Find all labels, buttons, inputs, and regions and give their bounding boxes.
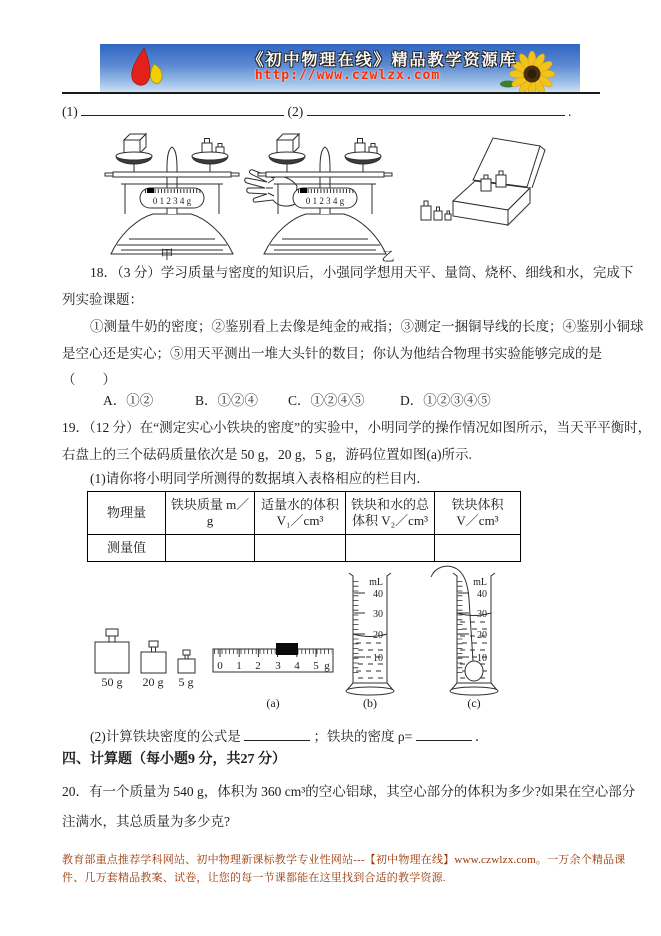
small-weights [421, 201, 451, 220]
q18-line3: ①测量牛奶的密度；②鉴别看上去像是纯金的戒指；③测定一捆铜导线的长度；④鉴别小铜球 [90, 319, 644, 334]
figure-label-jia: 甲 [160, 247, 174, 262]
section4-heading: 四、计算题（每小题9 分，共27 分） [62, 752, 286, 767]
q19-part1: (1)请你将小明同学所测得的数据填入表格相应的栏目内． [90, 471, 430, 486]
ruler-tick-0: 0 [217, 660, 223, 672]
beam-scale-label-yi: 0 1 2 3 4 g [305, 196, 345, 206]
q19-part2 [90, 725, 488, 747]
cyl-c-tick-10: 10 [477, 653, 487, 664]
ruler-tick-1: 1 [236, 660, 242, 672]
header-block-volume-l1: 铁块体积 [451, 497, 504, 512]
q20-line2: 注满水，其总质量为多少克? [62, 814, 230, 829]
value-block-volume[interactable] [435, 535, 521, 562]
ruler-tick-2: 2 [255, 660, 261, 672]
site-banner [100, 44, 580, 92]
ruler-unit: g [324, 660, 330, 672]
weight-box [453, 138, 545, 225]
table-header-row [88, 492, 521, 535]
value-total-volume[interactable] [346, 535, 435, 562]
footer-line1: 教育部重点推荐学科网站、初中物理新课标教学专业性网站---【初中物理在线】www.czwlzx.com。一万余个精品课 [62, 854, 626, 866]
header-block-volume [435, 492, 521, 535]
header-total-volume [346, 492, 435, 535]
balance-yi [258, 134, 392, 254]
banner-url: http://www.czwlzx.com [254, 68, 441, 83]
option-d[interactable] [400, 391, 491, 411]
ruler-tick-3: 3 [275, 660, 281, 672]
header-total-volume-l1: 铁块和水的总 [350, 497, 429, 512]
header-mass [166, 492, 255, 535]
blank-label-2: (2) [287, 104, 304, 119]
thread-line [431, 566, 473, 661]
header-mass-l1: 铁块质量 m／g [170, 497, 250, 528]
row-label-measured: 测量值 [88, 535, 166, 562]
q18-line5: （ ） [62, 372, 116, 387]
line-period: . [568, 104, 572, 119]
rider-scale-ruler [213, 643, 333, 672]
ruler-tick-5: 5 [313, 660, 319, 672]
blank-label-1: (1) [62, 104, 78, 119]
header-water-volume [255, 492, 346, 535]
panel-label-a: (a) [266, 696, 280, 710]
q20-line1: 20．有一个质量为 540 g，体积为 360 cm³的空心铝球，其空心部分的体积为多少?如果在空心部分 [62, 784, 636, 799]
option-a-key: A． [103, 393, 127, 408]
weight-20g [141, 641, 166, 673]
option-b-key: B． [195, 393, 218, 408]
beam-scale-label-jia: 0 1 2 3 4 g [152, 196, 192, 206]
weight-20g-label: 20 g [142, 675, 164, 689]
cyl-b-unit: mL [369, 577, 383, 588]
answer-blanks-line [62, 100, 571, 122]
option-b[interactable] [195, 391, 258, 411]
cyl-b-tick-40: 40 [373, 589, 383, 600]
value-water-volume[interactable] [255, 535, 346, 562]
formula-blank[interactable] [244, 725, 310, 741]
balance-jia [105, 134, 239, 254]
weight-50g-label: 50 g [101, 675, 123, 689]
header-water-volume-l2: V₁／cm³ [276, 513, 324, 528]
q19-line2: 右盘上的三个砝码质量依次是 50 g，20 g，5 g，游码位置如图(a)所示. [62, 447, 472, 462]
measurement-table [87, 491, 521, 562]
rider-slider[interactable] [276, 643, 298, 655]
option-d-key: D． [400, 393, 424, 408]
density-blank[interactable] [416, 725, 472, 741]
flame-logo-icon [132, 48, 162, 85]
q18-line1: 18．（3 分）学习质量与密度的知识后，小强同学想用天平、量筒、烧杯、细线和水，完成下 [90, 265, 634, 280]
figure-label-yi: 乙 [381, 249, 395, 262]
table-value-row [88, 535, 521, 562]
balance-scales-figure [65, 126, 600, 262]
option-d-value: ①②③④⑤ [423, 393, 491, 408]
weight-5g-label: 5 g [178, 675, 194, 689]
cylinder-c [431, 566, 498, 695]
header-water-volume-l1: 适量水的体积 [260, 497, 339, 512]
q18-line2: 列实验课题： [62, 292, 143, 307]
option-a[interactable] [103, 391, 153, 411]
table-corner-cell: 物理量 [88, 492, 166, 535]
cyl-b-tick-10: 10 [373, 653, 383, 664]
option-a-value: ①② [126, 393, 154, 408]
q18-line4: 是空心还是实心；⑤用天平测出一堆大头针的数目；你认为他结合物理书实验能够完成的是 [62, 346, 602, 361]
cyl-c-unit: mL [473, 577, 487, 588]
iron-block-in-water [465, 661, 483, 681]
measurement-figure [85, 565, 535, 717]
cyl-c-tick-40: 40 [477, 589, 487, 600]
cyl-b-tick-20: 20 [373, 630, 383, 641]
header-divider [62, 92, 600, 94]
cylinder-b [346, 573, 394, 695]
iron-block [124, 134, 146, 153]
option-c-value: ①②④⑤ [310, 393, 365, 408]
banner-title: 《初中物理在线》精品教学资源库 [247, 52, 518, 69]
footer-line2: 件、几万套精品教案、试卷，让您的每一节课都能在这里找到合适的教学资源. [62, 872, 446, 884]
answer-blank-2[interactable] [307, 100, 565, 116]
q19-line1: 19．（12 分）在“测定实心小铁块的密度”的实验中，小明同学的操作情况如图所示，当天平平衡时， [62, 420, 652, 435]
value-mass[interactable] [166, 535, 255, 562]
weight-50g [95, 629, 129, 673]
ruler-tick-4: 4 [294, 660, 300, 672]
q19-part2-prefix: (2)计算铁块密度的公式是 [90, 729, 241, 744]
cyl-b-tick-30: 30 [373, 609, 383, 620]
header-total-volume-l2: 体积 V₂／cm³ [352, 513, 428, 528]
option-b-value: ①②④ [217, 393, 259, 408]
q19-part2-mid: ；铁块的密度 ρ= [313, 729, 413, 744]
cyl-c-tick-30: 30 [477, 609, 487, 620]
iron-block [277, 134, 299, 153]
answer-blank-1[interactable] [81, 100, 284, 116]
panel-label-b: (b) [363, 696, 377, 710]
q19-part2-end: ． [474, 729, 489, 744]
panel-label-c: (c) [467, 696, 481, 710]
header-block-volume-l2: V／cm³ [456, 513, 499, 528]
cyl-c-tick-20: 20 [477, 630, 487, 641]
option-c[interactable] [288, 391, 365, 411]
weight-5g [178, 650, 195, 673]
option-c-key: C． [288, 393, 311, 408]
